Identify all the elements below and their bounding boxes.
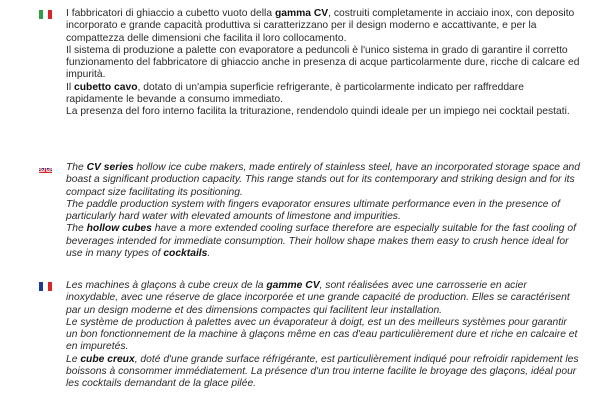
text-run: The [66,223,87,235]
text-run: Il sistema di produzione a palette con evaporatore a peduncoli è l'unico sistema in grado di garantire il corretto funzionamento del fabbricatore di ghiaccio anche in presenza di acque particolarmente dure, ricche di calcare ed impurità. [66,44,580,81]
text-run: , sont réalisées avec une carrosserie en acier inoxydable, avec une réserve de glace incorporée et une grande capacité de production. Elles se caractérisent par un design moderne et des dimensions compactes qui facilitent leur installation. [66,280,570,316]
paragraph [66,82,580,107]
english-text [66,162,580,260]
text-run: The paddle production system with fingers evaporator ensures ultimate performance even in the presence of particularly hard water with elevated amounts of limestone and impurities. [66,198,560,222]
text-run: La presenza del foro interno facilita la triturazione, rendendolo quindi ideale per un impiego nei cocktail pestati. [66,106,570,117]
france-flag-icon [39,282,52,291]
section-english [66,162,580,260]
paragraph [66,162,580,199]
paragraph [66,8,580,45]
text-run: Le système de production à palettes avec un évaporateur à doigt, est un des meilleurs systèmes pour garantir un bon fonctionnement de la machine à glaçons même en cas d'eau particulièrement dure et riche en calcaire et en impuretés. [66,316,578,353]
flag-stripe [48,282,52,291]
italy-flag-icon [39,10,52,19]
paragraph [66,45,580,82]
bold-term: CV series [86,162,134,173]
text-run: . [207,247,211,259]
bold-term: hollow cubes [86,223,152,235]
section-french [66,280,580,390]
paragraph [66,280,580,317]
paragraph [66,354,580,391]
paragraph [66,317,580,354]
text-run: , costruiti completamente in acciaio inox, con deposito incorporato e grande capacità produttiva si caratterizzano per il design moderno e accattivante, e per la compattezza delle dimensioni che facilita il loro collocamento. [66,8,575,44]
bold-term: gamme CV [266,280,320,291]
bold-term: cubetto cavo [74,81,138,93]
french-text [66,280,580,390]
bold-term: gamma CV [274,8,329,19]
text-run: I fabbricatori di ghiaccio a cubetto vuoto della [66,8,275,19]
text-run: The [66,162,87,173]
text-run: , doté d'une grande surface réfrigérante, est particulièrement indiqué pour refroidir rapidement les boissons à consommer immédiatement. La présence d'un trou interne facilite le broyage des glaçons, idéal pour les cocktails demandant de la glace pilée. [66,353,579,389]
text-run: have a more extended cooling surface therefore are especially suitable for the fast cooling of beverages intended for immediate consumption. Their hollow shape makes them easy to crush hence ideal for use in many types of [66,223,576,259]
text-run: Il [66,81,75,93]
text-run: , dotato di un'ampia superficie refrigerante, è particolarmente indicato per raffreddare rapidamente le bevande a consumo immediato. [66,81,524,105]
text-run: Les machines à glaçons à cube creux de la [66,280,267,291]
text-run: hollow ice cube makers, made entirely of stainless steel, have an incorporated storage space and boast a significant production capacity. This range stands out for its contemporary and striking design and for its compact size facilitating its positioning. [66,162,581,198]
paragraph [66,223,580,260]
flag-stripe [48,10,52,19]
uk-flag-graphic [39,168,52,173]
bold-term: cube creux [80,353,135,365]
uk-flag-icon [39,164,52,173]
italian-text [66,8,580,118]
paragraph [66,199,580,224]
paragraph [66,106,580,118]
section-italian [66,8,580,118]
text-run: Le [66,353,81,365]
bold-term: cocktails [163,247,208,259]
